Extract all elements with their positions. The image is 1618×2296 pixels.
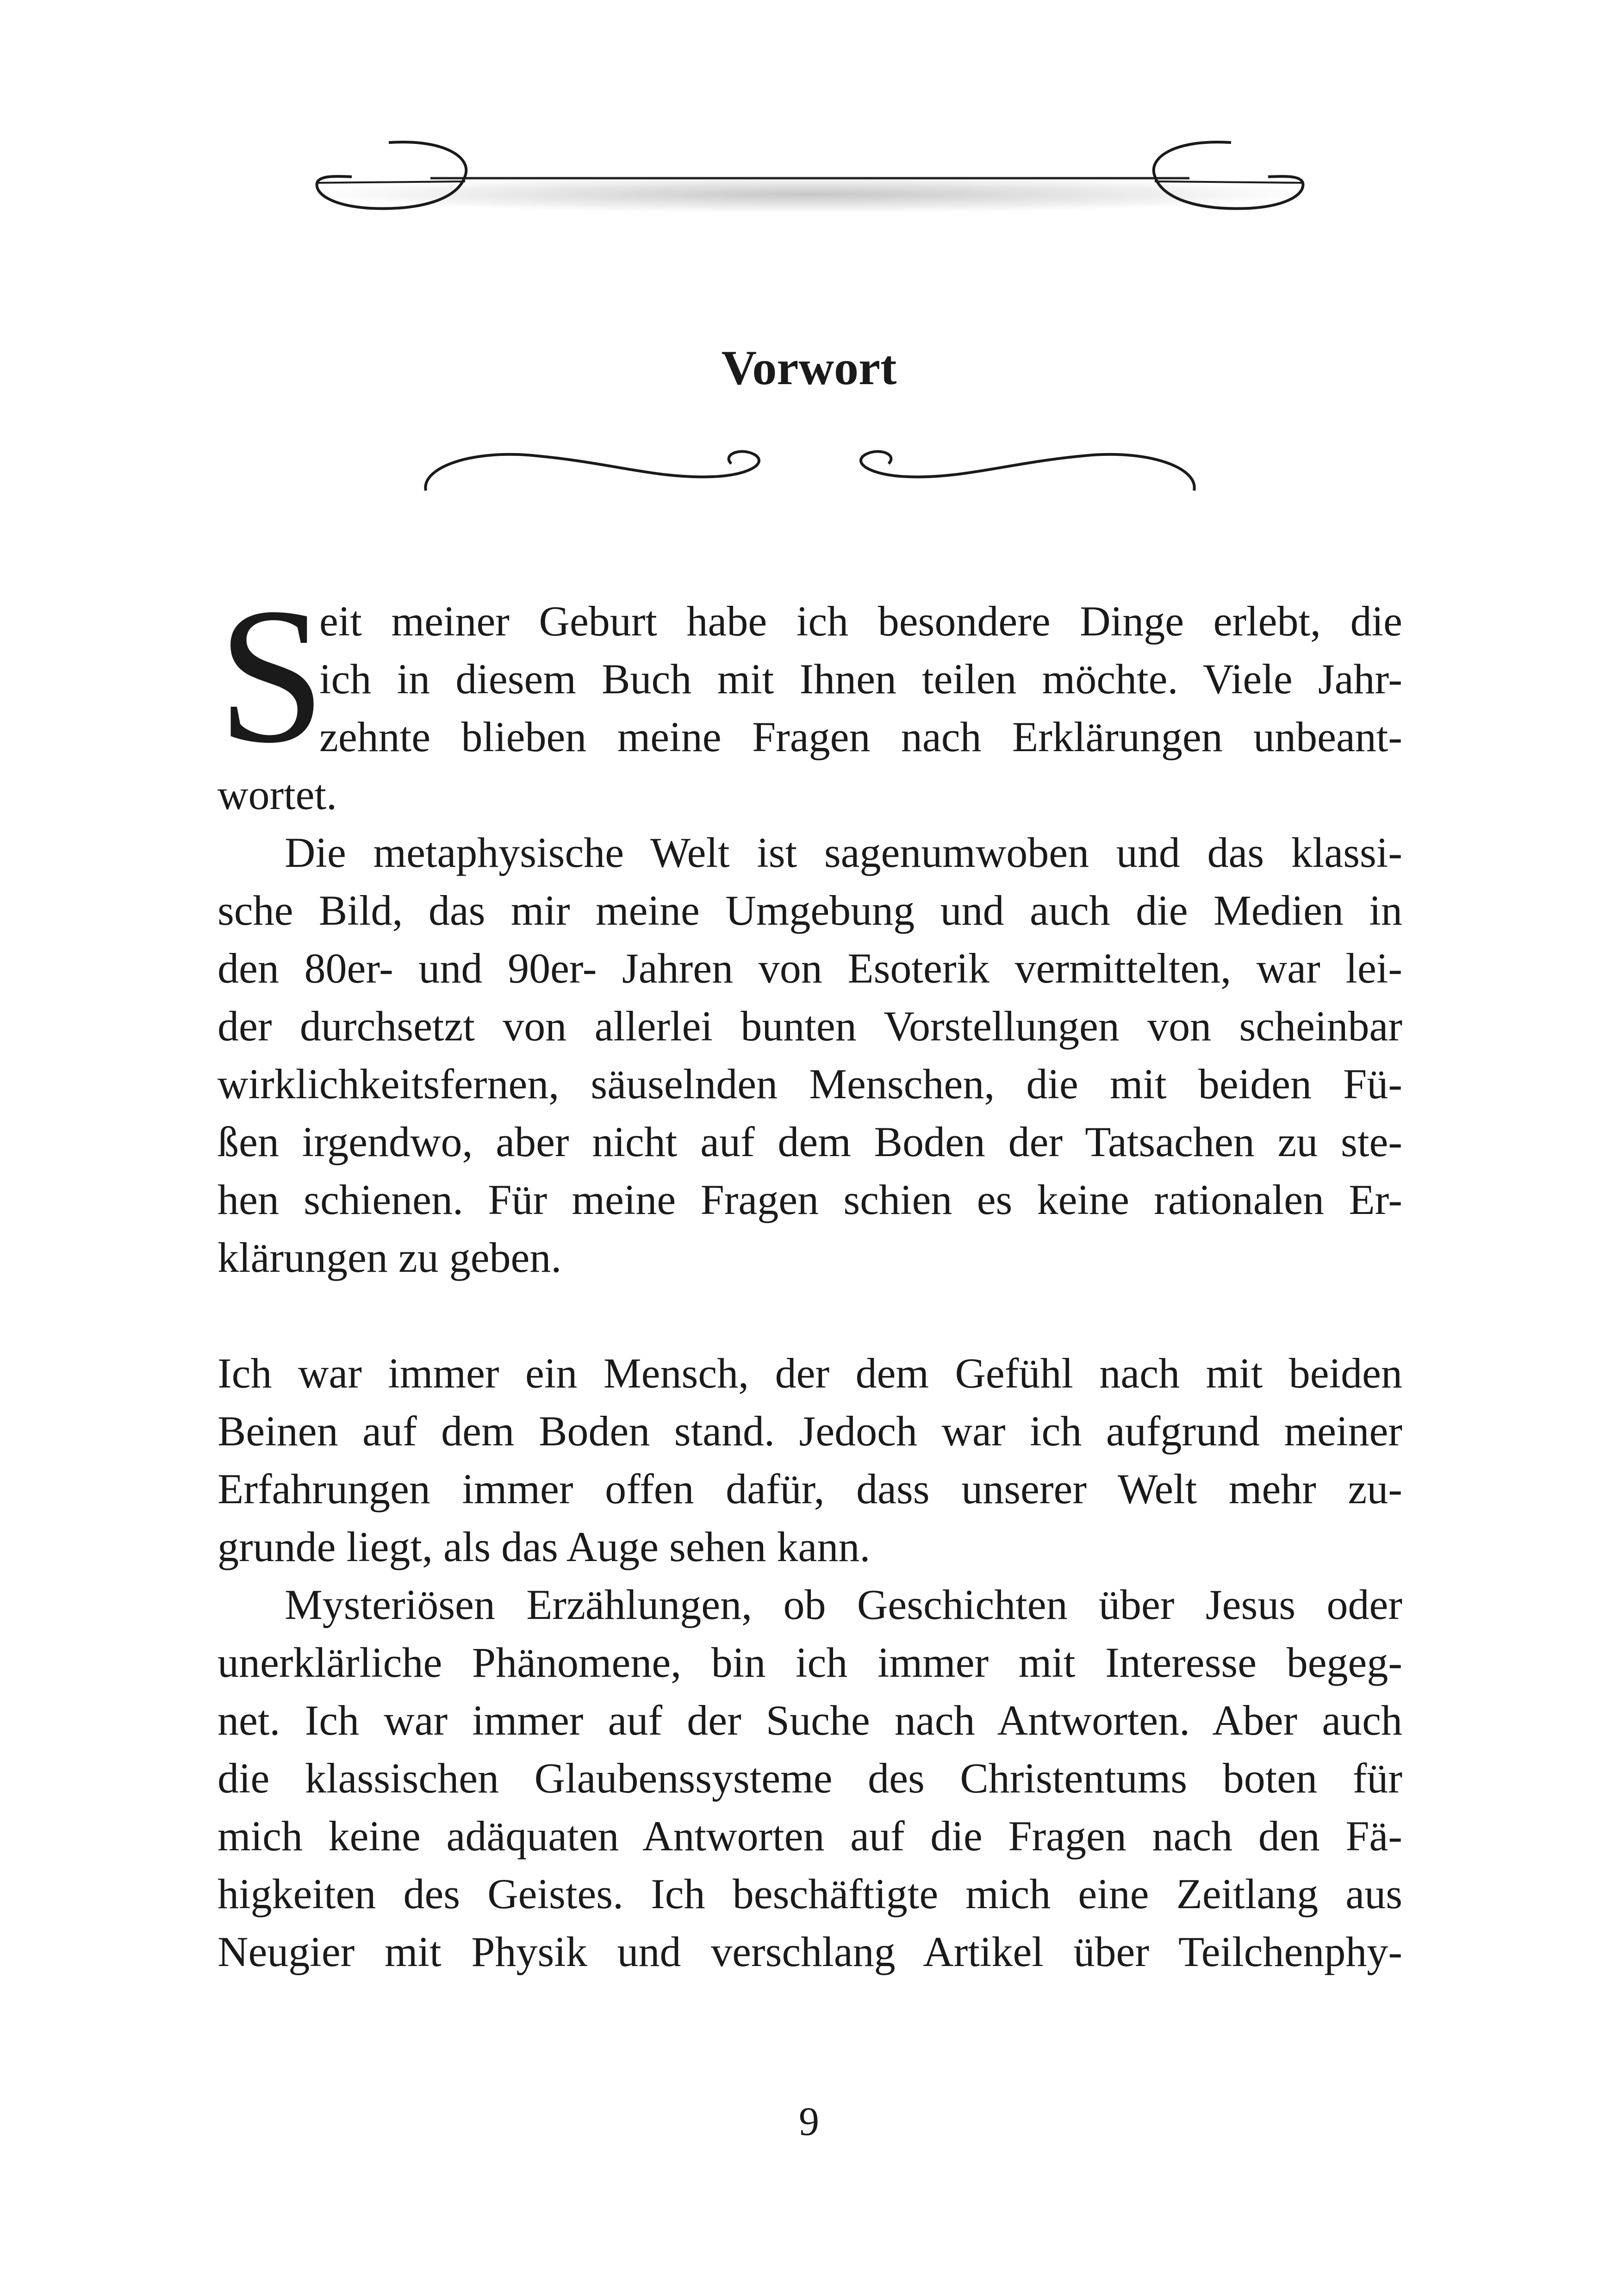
page-number: 9 (799, 2099, 819, 2144)
text-line: ich in diesem Buch mit Ihnen teilen möchte. Viele Jahr- (319, 655, 1402, 703)
paragraph-2 (218, 824, 1402, 1287)
text-line: zehnte blieben meine Fragen nach Erklärungen unbeant- (319, 713, 1402, 760)
text-line: Neugier mit Physik und verschlang Artikel über Teilchenphy- (218, 1928, 1402, 1975)
drop-cap: S (218, 568, 326, 783)
text-line: klärungen zu geben. (218, 1234, 562, 1281)
paragraph-4 (218, 1576, 1402, 1981)
text-line: mich keine adäquaten Antworten auf die Fragen nach den Fä- (218, 1812, 1402, 1860)
paragraph-gap (218, 1287, 1402, 1344)
text-line: sche Bild, das mir meine Umgebung und auch die Medien in (218, 887, 1402, 934)
text-line: den 80er- und 90er- Jahren von Esoterik vermittelten, war lei- (218, 945, 1402, 992)
text-line: higkeiten des Geistes. Ich beschäftigte mich eine Zeitlang aus (218, 1870, 1402, 1917)
text-line: Die metaphysische Welt ist sagenumwoben und das klassi- (285, 829, 1402, 876)
text-line: der durchsetzt von allerlei bunten Vorstellungen von scheinbar (218, 1002, 1402, 1050)
text-line: unerklärliche Phänomene, bin ich immer mit Interesse begeg- (218, 1639, 1402, 1686)
text-line: net. Ich war immer auf der Suche nach Antworten. Aber auch (218, 1697, 1402, 1744)
text-line: wirklichkeitsfernen, säuselnden Menschen, die mit beiden Fü- (218, 1060, 1402, 1108)
scroll-divider-ornament-icon (305, 130, 1314, 250)
text-line: wortet. (218, 771, 337, 818)
text-line: Beinen auf dem Boden stand. Jedoch war ich aufgrund meiner (218, 1407, 1402, 1455)
text-line: Mysteriösen Erzählungen, ob Geschichten über Jesus oder (285, 1581, 1402, 1628)
chapter-title: Vorwort (721, 341, 897, 395)
text-line: grunde liegt, als das Auge sehen kann. (218, 1523, 871, 1570)
text-line: hen schienen. Für meine Fragen schien es keine rationalen Er- (218, 1176, 1402, 1223)
text-line: eit meiner Geburt habe ich besondere Dinge erlebt, die (319, 597, 1402, 645)
flourish-ornament-icon (417, 430, 1203, 504)
paragraph-1 (218, 568, 1402, 824)
body-text (218, 568, 1402, 1981)
text-line: Ich war immer ein Mensch, der dem Gefühl nach mit beiden (218, 1350, 1402, 1397)
text-line: Erfahrungen immer offen dafür, dass unserer Welt mehr zu- (218, 1465, 1402, 1512)
paragraph-3 (218, 1344, 1402, 1576)
text-line: ßen irgendwo, aber nicht auf dem Boden der Tatsachen zu ste- (218, 1118, 1402, 1165)
text-line: die klassischen Glaubenssysteme des Christentums boten für (218, 1755, 1402, 1802)
